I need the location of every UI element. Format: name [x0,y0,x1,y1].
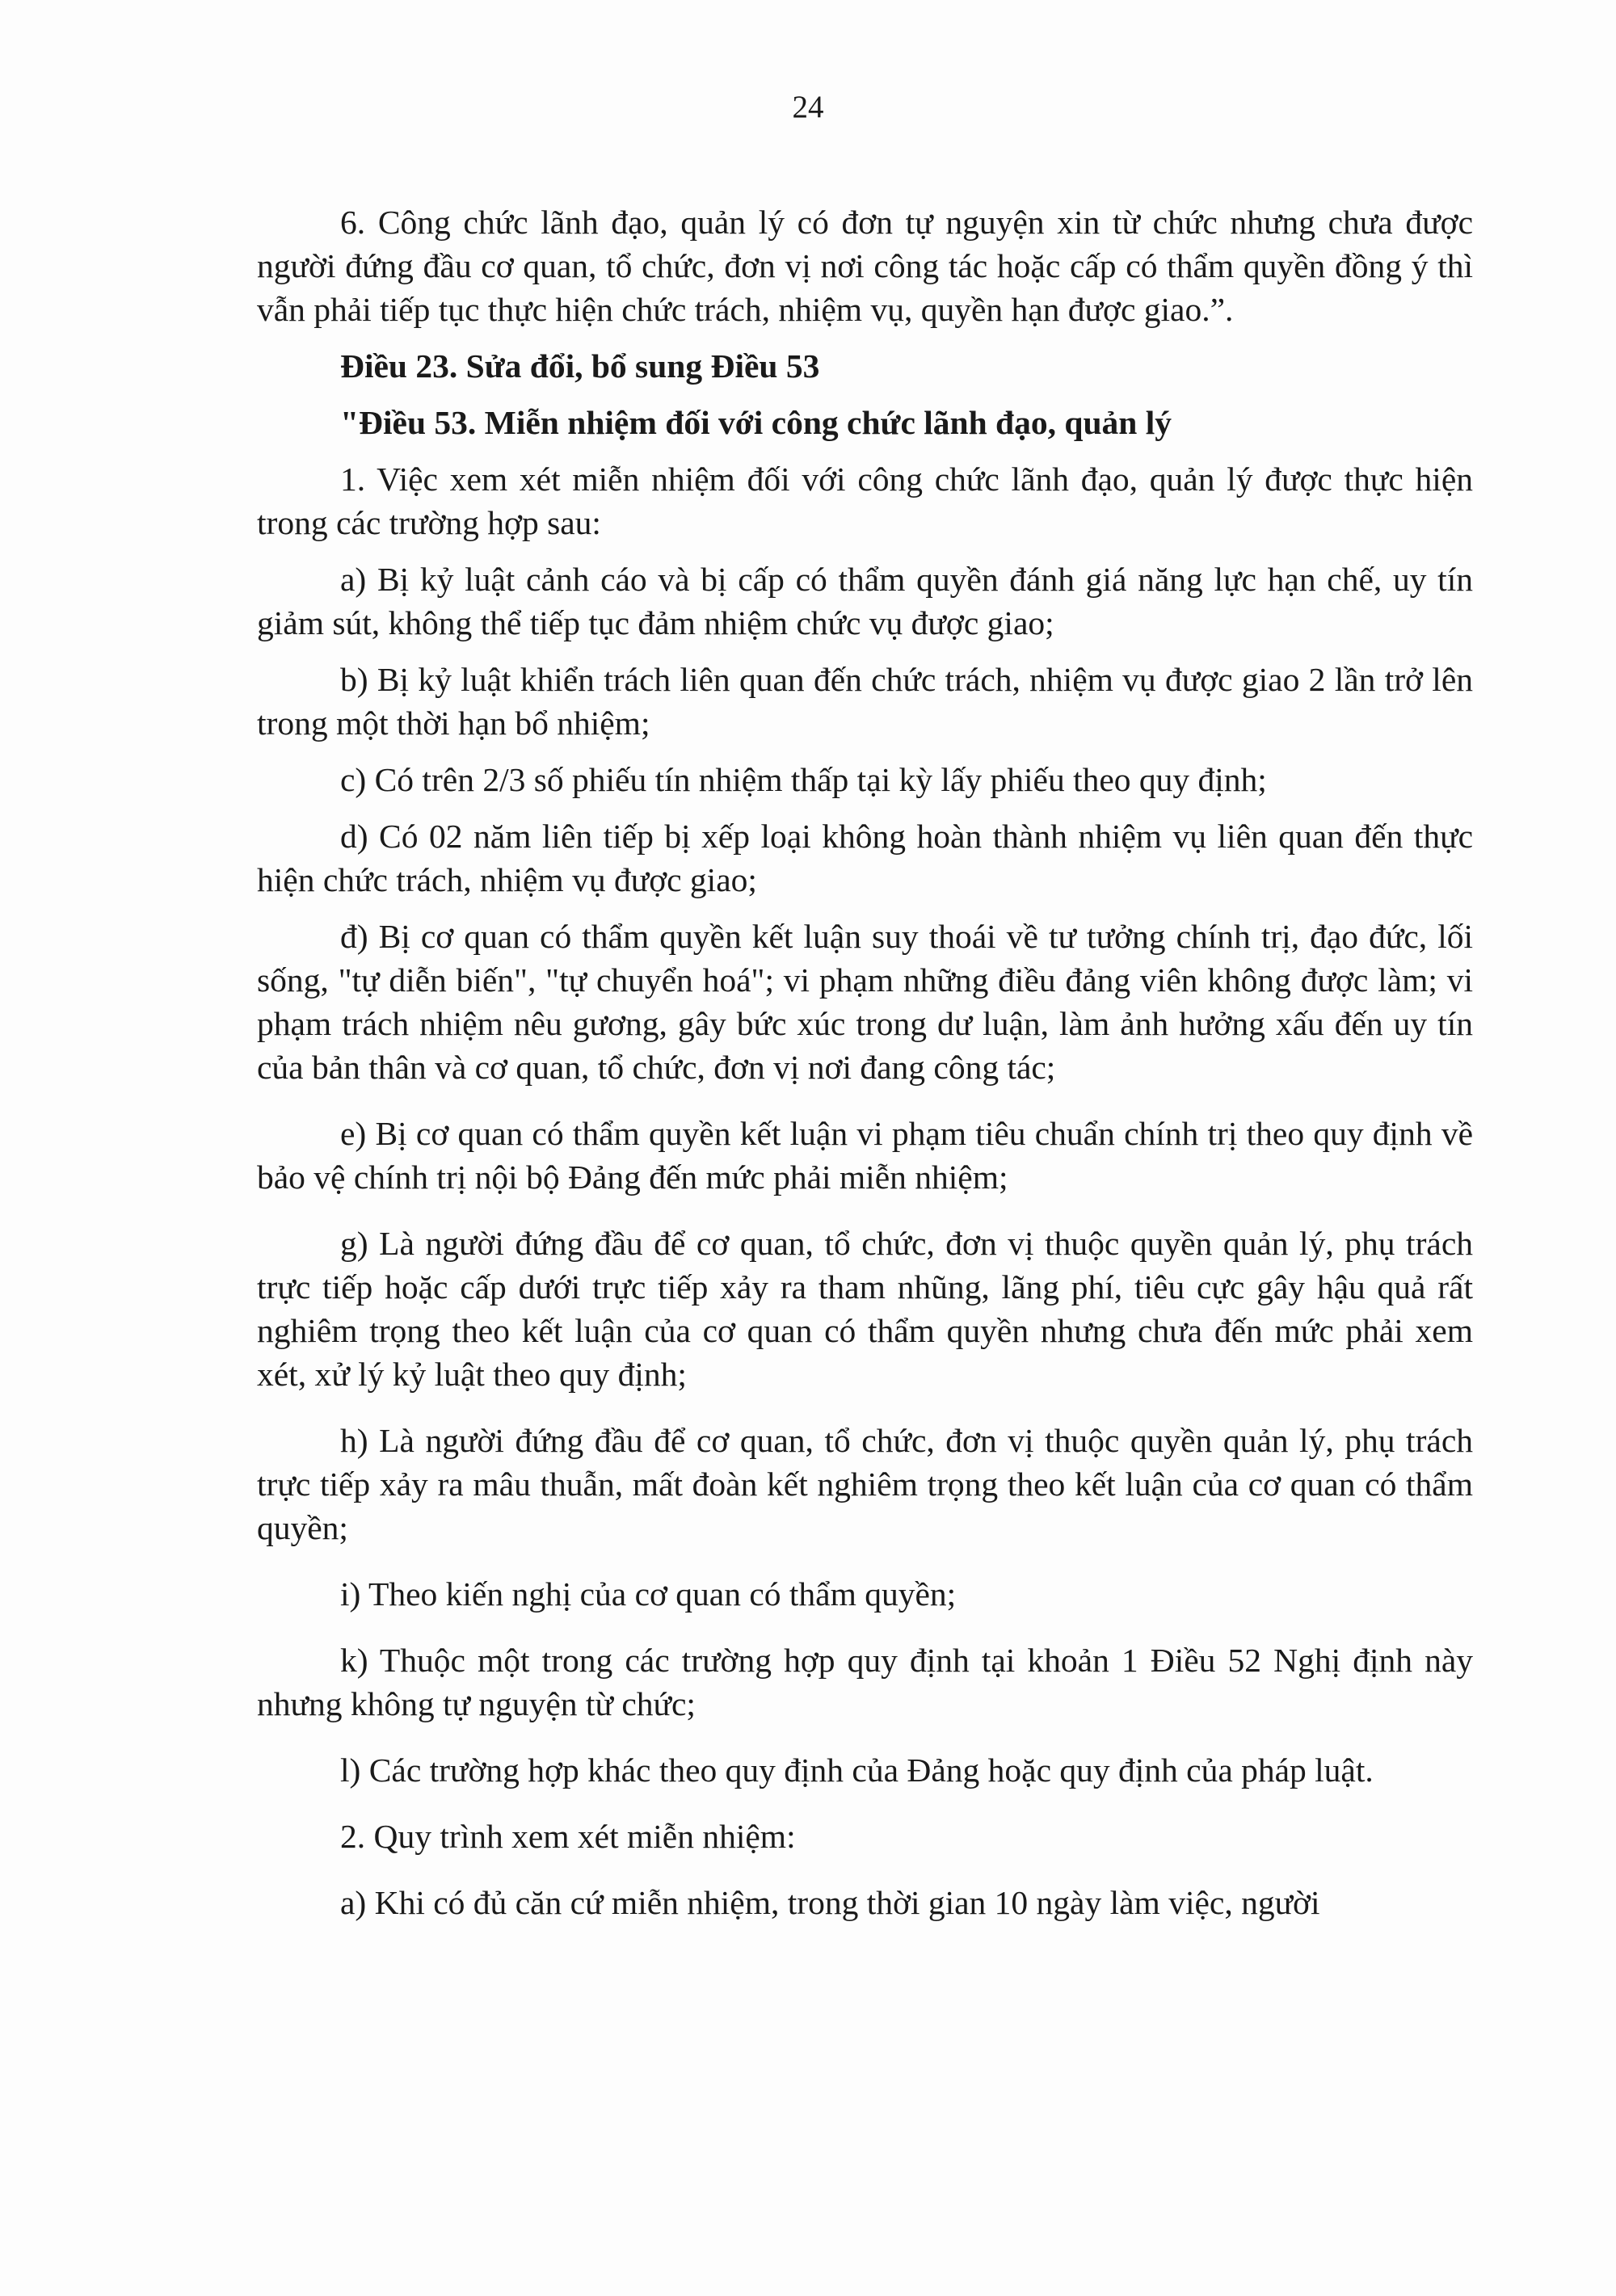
clause-6-paragraph: 6. Công chức lãnh đạo, quản lý có đơn tự nguyện xin từ chức nhưng chưa được người đứng đầu cơ quan, tổ chức, đơn vị nơi công tác hoặc cấp có thẩm quyền đồng ý thì vẫn phải tiếp tục thực hiện chức trách, nhiệm vụ, quyền hạn được giao.”. [257,204,1473,328]
point-g-paragraph: g) Là người đứng đầu để cơ quan, tổ chức, đơn vị thuộc quyền quản lý, phụ trách trực tiếp hoặc cấp dưới trực tiếp xảy ra tham nhũng, lãng phí, tiêu cực gây hậu quả rất nghiêm trọng theo kết luận của cơ quan có thẩm quyền nhưng chưa đến mức phải xem xét, xử lý kỷ luật theo quy định; [257,1225,1473,1393]
point-dd-paragraph: đ) Bị cơ quan có thẩm quyền kết luận suy thoái về tư tưởng chính trị, đạo đức, lối sống, "tự diễn biến", "tự chuyển hoá"; vi phạm những điều đảng viên không được làm; vi phạm trách nhiệm nêu gương, gây bức xúc trong dư luận, làm ảnh hưởng xấu đến uy tín của bản thân và cơ quan, tổ chức, đơn vị nơi đang công tác; [257,918,1473,1086]
clause-1-paragraph: 1. Việc xem xét miễn nhiệm đối với công chức lãnh đạo, quản lý được thực hiện trong các trường hợp sau: [257,460,1473,541]
page-number: 24 [792,90,824,124]
point-i-paragraph: i) Theo kiến nghị của cơ quan có thẩm quyền; [340,1575,957,1613]
clause-2-paragraph: 2. Quy trình xem xét miễn nhiệm: [340,1818,796,1855]
point-l-paragraph: l) Các trường hợp khác theo quy định của Đảng hoặc quy định của pháp luật. [340,1751,1374,1789]
point-b-paragraph: b) Bị kỷ luật khiển trách liên quan đến chức trách, nhiệm vụ được giao 2 lần trở lên trong một thời hạn bổ nhiệm; [257,661,1473,742]
point-c-paragraph: c) Có trên 2/3 số phiếu tín nhiệm thấp tại kỳ lấy phiếu theo quy định; [340,761,1267,798]
point-k-paragraph: k) Thuộc một trong các trường hợp quy định tại khoản 1 Điều 52 Nghị định này nhưng không tự nguyện từ chức; [257,1642,1473,1722]
point-h-paragraph: h) Là người đứng đầu để cơ quan, tổ chức, đơn vị thuộc quyền quản lý, phụ trách trực tiếp xảy ra mâu thuẫn, mất đoàn kết nghiêm trọng theo kết luận của cơ quan có thẩm quyền; [257,1422,1473,1546]
point-a-paragraph: a) Bị kỷ luật cảnh cáo và bị cấp có thẩm quyền đánh giá năng lực hạn chế, uy tín giảm sút, không thể tiếp tục đảm nhiệm chức vụ được giao; [257,561,1473,641]
clause-2-point-a-paragraph: a) Khi có đủ căn cứ miễn nhiệm, trong thời gian 10 ngày làm việc, người [340,1884,1320,1921]
point-e-paragraph: e) Bị cơ quan có thẩm quyền kết luận vi phạm tiêu chuẩn chính trị theo quy định về bảo vệ chính trị nội bộ Đảng đến mức phải miễn nhiệm; [257,1115,1473,1196]
article-53-heading: "Điều 53. Miễn nhiệm đối với công chức lãnh đạo, quản lý [340,404,1172,441]
document-body [257,200,1473,1937]
point-d-paragraph: d) Có 02 năm liên tiếp bị xếp loại không hoàn thành nhiệm vụ liên quan đến thực hiện chức trách, nhiệm vụ được giao; [257,818,1473,898]
article-23-heading: Điều 23. Sửa đổi, bổ sung Điều 53 [340,347,820,385]
